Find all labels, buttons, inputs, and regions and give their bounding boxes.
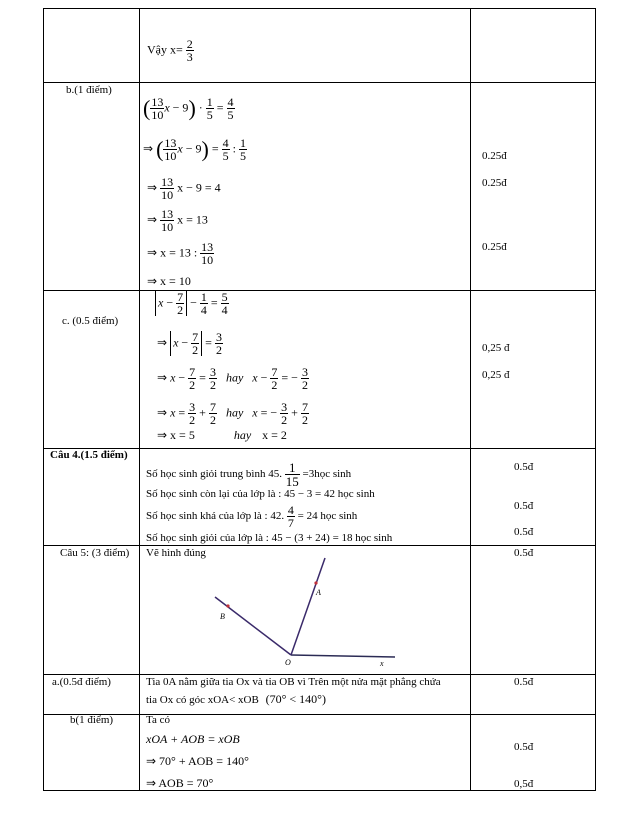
part-b-step5: ⇒ x = 13 : $\frac{13}{10}$: [147, 240, 214, 267]
q5-label: Câu 5: (3 điểm): [60, 547, 130, 559]
answer-table: [43, 8, 596, 791]
part-b-score-3: 0.25đ: [482, 241, 507, 253]
label-x: x: [380, 659, 384, 667]
q4-score-3: 0.5đ: [514, 526, 534, 538]
angle-figure: [140, 545, 427, 667]
part-c-step4: ⇒ x = $\frac{3}{2}$ + $\frac{7}{2}$ hay x = − $\frac{3}{2}$ + $\frac{7}{2}$: [157, 400, 308, 427]
part-b-score-1: 0.25đ: [482, 150, 507, 162]
part-c-score-2: 0,25 đ: [482, 369, 510, 381]
point-b-dot: [226, 604, 229, 607]
label-a: A: [316, 588, 321, 597]
conclusion-text: Vậy x=: [147, 42, 183, 57]
part-c-label: c. (0.5 điểm): [62, 315, 119, 327]
part-b-step6: ⇒ x = 10: [147, 274, 191, 288]
label-b: B: [220, 612, 225, 621]
conclusion-line: Vậy x= $\frac{2}{3}$: [147, 37, 193, 64]
q4-score-1: 0.5đ: [514, 461, 534, 473]
part-b5-score-2: 0,5đ: [514, 778, 534, 790]
part-b5-line3: ⇒ 70° + AOB = 140°: [146, 754, 249, 768]
part-b-score-2: 0.25đ: [482, 177, 507, 189]
part-c-step5: ⇒ x = 5 hay x = 2: [157, 428, 287, 442]
q4-line2: Số học sinh còn lại của lớp là : 45 − 3 = 42 học sinh: [146, 488, 375, 500]
q4-line1: Số học sinh giỏi trung bình 45. $\frac{1}{15}$ =3học sinh: [146, 460, 352, 489]
part-a5-score: 0.5đ: [514, 676, 534, 688]
q5-text: Vẽ hình đúng: [146, 547, 206, 559]
q4-line4: Số học sinh giỏi của lớp là : 45 − (3 + 24) = 18 học sinh: [146, 532, 393, 544]
part-c-step2: ⇒ x − $\frac{7}{2}$ = $\frac{3}{2}$: [157, 330, 222, 357]
part-c-step3: ⇒ x − $\frac{7}{2}$ = $\frac{3}{2}$ hay x − $\frac{7}{2}$ = − $\frac{3}{2}$: [157, 365, 308, 392]
point-a-dot: [314, 581, 317, 584]
part-a5-line1: Tia 0A nằm giữa tia Ox và tia OB vì Trên một nửa mặt phẳng chứa: [146, 676, 441, 688]
part-b5-line1: Ta có: [146, 714, 170, 726]
q4-line3: Số học sinh khá của lớp là : 42. $\frac{4}{7}$ = 24 học sinh: [146, 503, 358, 530]
part-b5-score-1: 0.5đ: [514, 741, 534, 753]
part-a5-label: a.(0.5đ điểm): [52, 676, 111, 688]
ray-ob: [215, 597, 291, 655]
part-b-step3: ⇒ $\frac{13}{10}$ x − 9 = 4: [147, 175, 221, 202]
q4-label: Câu 4.(1.5 điểm): [50, 449, 128, 461]
ray-ox: [291, 655, 395, 657]
part-b-step4: ⇒ $\frac{13}{10}$ x = 13: [147, 207, 208, 234]
part-c-score-1: 0,25 đ: [482, 342, 510, 354]
part-b5-line4: ⇒ AOB = 70°: [146, 776, 214, 790]
part-b-step2: ⇒ ( $\frac{13}{10}$ x − 9) = $\frac{4}{5}$ : $\frac{1}{5}$: [143, 136, 246, 163]
ray-oa: [291, 558, 325, 655]
label-o: O: [285, 658, 291, 667]
part-b5-line2: xOA + AOB = xOB: [146, 732, 240, 746]
part-b-step1: ( $\frac{13}{10}$ x − 9) · $\frac{1}{5}$ = $\frac{4}{5}$: [143, 95, 234, 122]
part-a5-line2: tia Ox có góc xOA< xOB (70° < 140°): [146, 692, 326, 706]
q4-score-2: 0.5đ: [514, 500, 534, 512]
q5-score: 0.5đ: [514, 547, 534, 559]
part-b-label: b.(1 điểm): [66, 84, 112, 96]
part-c-step1: x − $\frac{7}{2}$ − $\frac{1}{4}$ = $\frac{5}{4}$: [155, 291, 229, 316]
part-b5-label: b(1 điểm): [70, 714, 114, 726]
